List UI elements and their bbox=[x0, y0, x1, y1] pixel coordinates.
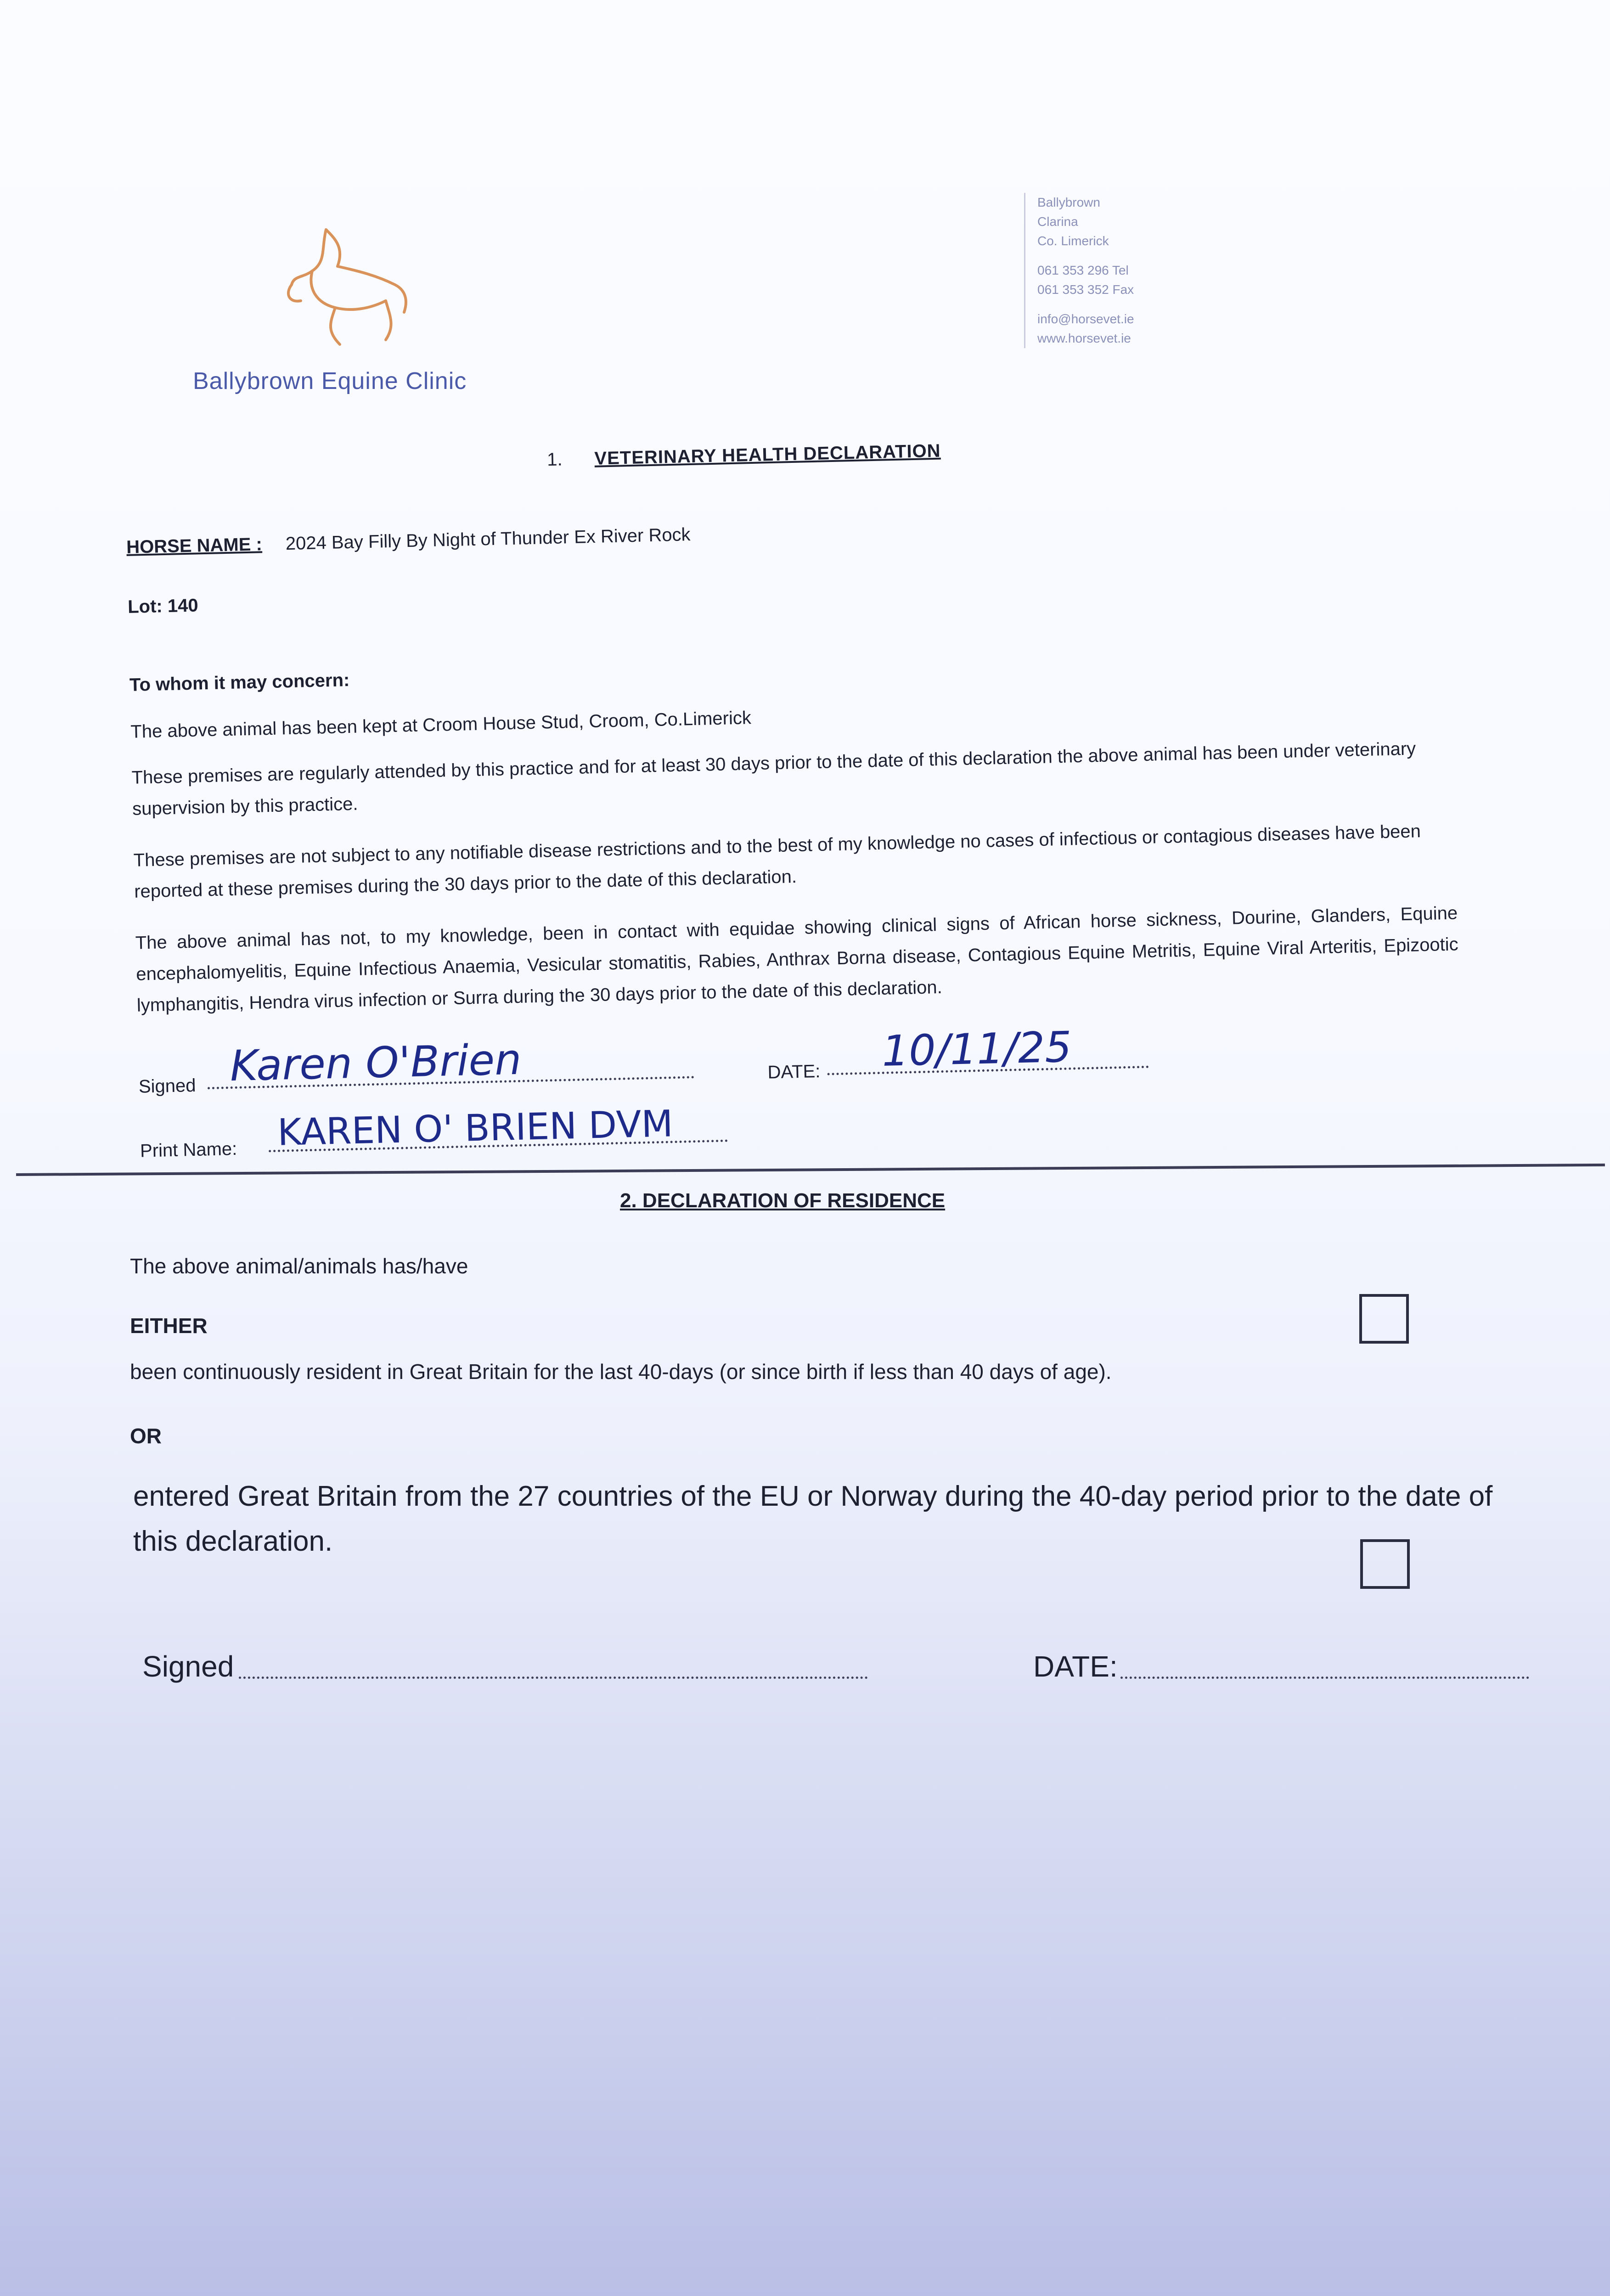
declaration-paragraph: The above animal has not, to my knowledge, been in contact with equidae showing clinical signs of African horse sickness, Dourine, Glanders, Equine encephalomyelitis, Equine Infectious Anaemia, Vesicular stomatitis, Rabies, Anthrax Borna disease, Contagious Equine Metritis, Equine Viral Arteritis, Epizootic lymphangitis, Hendra virus infection or Surra during the 30 days prior to the date of this declaration. bbox=[135, 903, 1459, 1016]
section-1-title bbox=[547, 441, 941, 470]
residence-option-2: entered Great Britain from the 27 countries of the EU or Norway during the 40-day period prior to the date of this declaration. bbox=[133, 1480, 1493, 1557]
veterinary-health-declaration bbox=[124, 411, 1459, 1161]
date-label: DATE: bbox=[767, 1061, 821, 1083]
residence-signed-label: Signed bbox=[142, 1650, 234, 1683]
address-line: Co. Limerick bbox=[1037, 234, 1109, 248]
residence-option-1: been continuously resident in Great Britain for the last 40-days (or since birth if less than 40 days of age). bbox=[130, 1360, 1112, 1384]
section-divider bbox=[16, 1164, 1605, 1176]
declaration-paragraph: These premises are not subject to any notifiable disease restrictions and to the best of my knowledge no cases of infectious or contagious diseases have been reported at these premises during the 30 days prior to the date of this declaration. bbox=[133, 821, 1421, 902]
or-label: OR bbox=[130, 1424, 162, 1448]
residence-date-row bbox=[1033, 1639, 1534, 1685]
residence-signature-field[interactable] bbox=[239, 1677, 868, 1679]
salutation: To whom it may concern: bbox=[129, 670, 350, 695]
declaration-paragraph: These premises are regularly attended by this practice and for at least 30 days prior to the date of this declaration the above animal has been under veterinary supervision by this practice. bbox=[131, 738, 1416, 819]
either-label: EITHER bbox=[130, 1314, 208, 1338]
address-line: Clarina bbox=[1037, 214, 1078, 229]
clinic-logo bbox=[257, 220, 422, 358]
signature-row bbox=[138, 1020, 1333, 1102]
horse-logo-icon bbox=[257, 220, 422, 358]
residence-signature-row bbox=[142, 1639, 877, 1685]
signed-label: Signed bbox=[138, 1075, 196, 1097]
clinic-name: Ballybrown Equine Clinic bbox=[193, 368, 467, 394]
website-link[interactable]: www.horsevet.ie bbox=[1037, 331, 1131, 345]
clinic-address-block bbox=[1024, 193, 1230, 348]
email-link[interactable]: info@horsevet.ie bbox=[1037, 312, 1134, 326]
lot-number: Lot: 140 bbox=[127, 595, 199, 617]
handwritten-signature: Karen O'Brien bbox=[229, 1035, 522, 1091]
section-2-title: 2. DECLARATION OF RESIDENCE bbox=[620, 1189, 946, 1212]
handwritten-date: 10/11/25 bbox=[881, 1022, 1072, 1076]
handwritten-print-name: KAREN O' BRIEN DVM bbox=[277, 1102, 674, 1154]
residence-date-label: DATE: bbox=[1033, 1650, 1118, 1683]
horse-name-row bbox=[126, 524, 691, 558]
phone-line: 061 353 296 Tel bbox=[1037, 263, 1129, 277]
print-name-label: Print Name: bbox=[140, 1138, 237, 1161]
print-name-row bbox=[139, 1093, 921, 1166]
address-line: Ballybrown bbox=[1037, 195, 1100, 209]
declaration-paragraph: The above animal has been kept at Croom House Stud, Croom, Co.Limerick bbox=[130, 708, 752, 742]
section-title-text: VETERINARY HEALTH DECLARATION bbox=[594, 440, 941, 469]
residence-date-field[interactable] bbox=[1120, 1677, 1529, 1679]
option-2-checkbox[interactable] bbox=[1360, 1539, 1410, 1589]
fax-line: 061 353 352 Fax bbox=[1037, 282, 1134, 297]
horse-name-label: HORSE NAME : bbox=[126, 534, 263, 557]
horse-name-value: 2024 Bay Filly By Night of Thunder Ex River Rock bbox=[285, 524, 691, 554]
option-1-checkbox[interactable] bbox=[1359, 1294, 1409, 1344]
residence-intro: The above animal/animals has/have bbox=[130, 1254, 468, 1278]
section-number: 1. bbox=[546, 449, 563, 470]
